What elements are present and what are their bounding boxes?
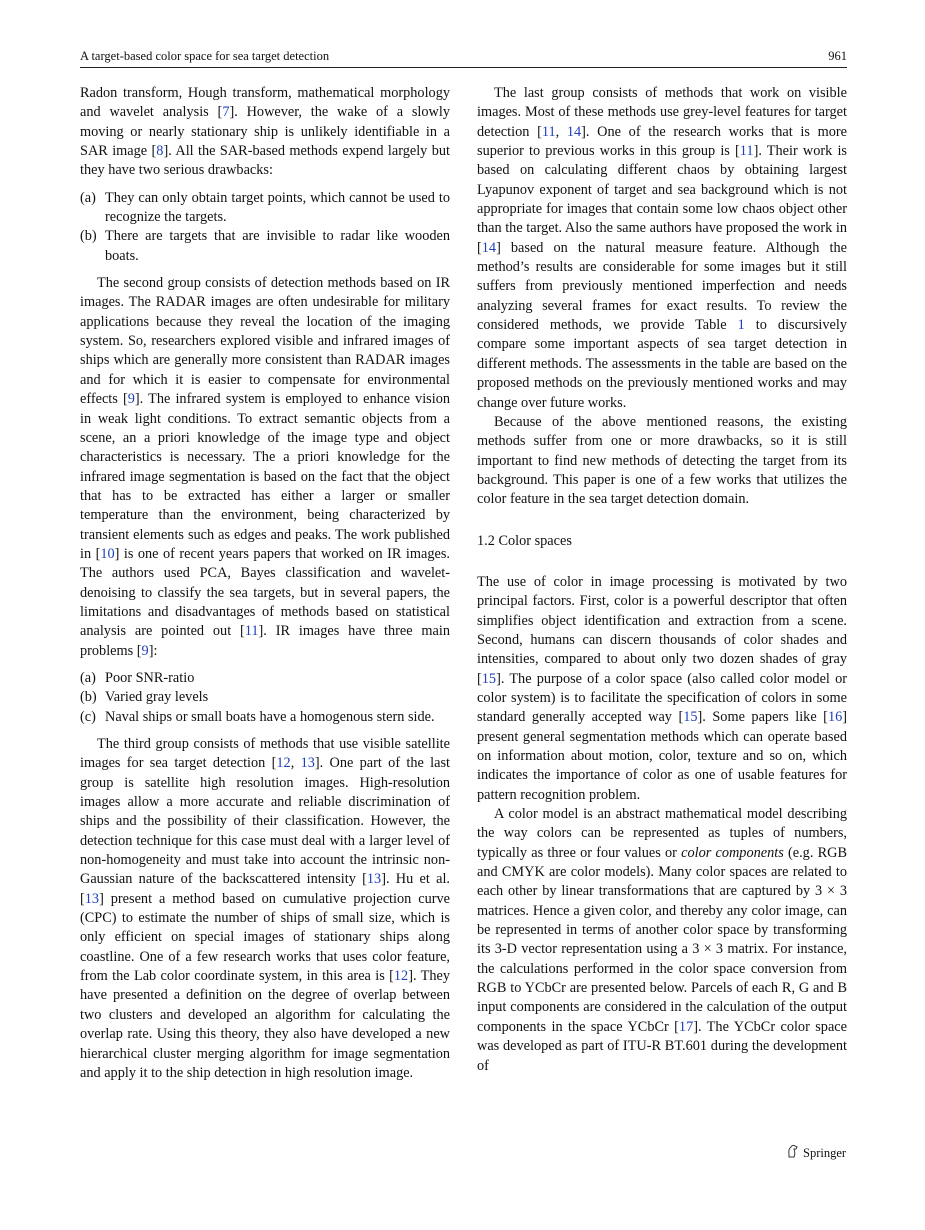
ir-problems-list — [80, 669, 450, 727]
running-header — [80, 49, 847, 68]
publisher-footer — [786, 1144, 846, 1162]
paragraph: Because of the above mentioned reasons, the existing methods suffer from one or more drawbacks, so it is still important to find new methods of detecting the target from its background. This paper is one of a few works that utilizes the color feature in the sea target detection domain. — [477, 413, 847, 508]
right-column — [477, 84, 847, 1076]
paragraph: A color model is an abstract mathematical model describing the way colors can be represented as tuples of numbers, typically as three or four values or color components (e.g. RGB and CMYK are color models). Many color spaces are related to each other by linear transformations that are captured by 3 × 3 matrices. Hence a given color, and thereby any color image, can be represented in terms of another color space by transforming its 3-D vector representation using a 3 × 3 matrix. For instance, the calculations performed in the color space conversion from RGB to YCbCr are presented below. Parcels of each R, G and B input components are considered in the calculation of the output components in the space YCbCr [17]. The YCbCr color space was developed as part of ITU-R BT.601 during the development of — [477, 806, 848, 1074]
list-item: (a) They can only obtain target points, which cannot be used to recognize the targets. — [80, 189, 450, 226]
section-heading: 1.2 Color spaces — [477, 532, 572, 549]
running-title: A target-based color space for sea target detection — [80, 49, 330, 63]
publisher-name: Springer — [803, 1145, 847, 1160]
drawbacks-list — [80, 189, 450, 266]
list-item: (b) There are targets that are invisible to radar like wooden boats. — [80, 228, 450, 264]
list-item: (a) Poor SNR-ratio — [80, 669, 195, 686]
page-number: 961 — [828, 49, 847, 63]
paragraph: The second group consists of detection methods based on IR images. The RADAR images are often undesirable for military applications because they reveal the location of the imaging system. So, researchers explored visible and infrared images of ships which are generally more consistent than RADAR images and for which it is easier to compensate for environmental effects [9]. The infrared system is employed to enhance vision in weak light conditions. To extract semantic objects from a scene, an a priori knowledge of the image type and object characteristics is necessary. The a priori knowledge for the infrared image segmentation is based on the fact that the object that has to be extracted has either a larger or smaller temperature than the environment, being characterized by transient elements such as edges and peaks. The work published in [10] is one of recent years papers that worked on IR images. The authors used PCA, Bayes classification and wavelet-denoising to classify the sea targets, but in several papers, the limitations and disadvantages of methods based on statistical analysis are pointed out [11]. IR images have three main problems [9]: — [80, 275, 451, 659]
paragraph: The last group consists of methods that work on visible images. Most of these methods use grey-level features for target detection [11, 14]. One of the research works that is more superior to previous works in this group is [11]. Their work is based on calculating different chaos by obtaining largest Lyapunov exponent of target and sea background which is not appropriate for images that contain some low chaos object other than the target. Also the same authors have proposed the work in [14] based on the natural measure feature. Although the method’s results are considerable for some images but it still suffers from previously mentioned imperfection and needs analyzing several frames for exact results. To review the considered methods, we provide Table 1 to discursively compare some important aspects of sea target detection in different methods. The assessments in the table are based on the proposed methods on the previously mentioned works and may change over future works. — [477, 85, 848, 411]
paragraph: The use of color in image processing is motivated by two principal factors. First, color is a powerful descriptor that often simplifies object identification and extraction from a scene. Second, humans can discern thousands of color shades and intensities, compared to about only two dozen shades of gray [15]. The purpose of a color space (also called color model or color system) is to facilitate the specification of colors in some standard generally accepted way [15]. Some papers like [16] present general segmentation methods which can operate based on information about motion, color, texture and so on, which indicates the importance of color as one of usable features for pattern recognition problem. — [477, 573, 847, 803]
paragraph: The third group consists of methods that use visible satellite images for sea target detection [12, 13]. One part of the last group is satellite high resolution images. High-resolution images allow a more accurate and reliable discrimination of ships and the possibility of their classification. However, the detection technique for this case must deal with a larger level of non-homogeneity and must take into account the intrinsic non-Gaussian nature of the backscattered intensity [13]. Hu et al. [13] present a method based on cumulative projection curve (CPC) to estimate the number of ships of small size, which is only efficient on special images of stationary ships along coastline. One of a few research works that uses color feature, from the Lab color coordinate system, in this area is [12]. They have presented a definition on the degree of overlap between two clusters and developed an algorithm for calculating the overlap rate. Using this theory, they also have developed a new hierarchical cluster merging algorithm for image segmentation and apply it to the ship detection in high resolution image. — [80, 736, 451, 1081]
paragraph: Radon transform, Hough transform, mathematical morphology and wavelet analysis [7]. However, the wake of a slowly moving or nearly stationary ship is unlikely identifiable in a SAR image [8]. All the SAR-based methods expend largely but they have two serious drawbacks: — [80, 85, 450, 179]
springer-horse-icon — [786, 1144, 799, 1162]
left-column — [80, 84, 450, 1083]
list-item: (c) Naval ships or small boats have a homogenous stern side. — [80, 708, 435, 725]
list-item: (b) Varied gray levels — [80, 689, 209, 706]
